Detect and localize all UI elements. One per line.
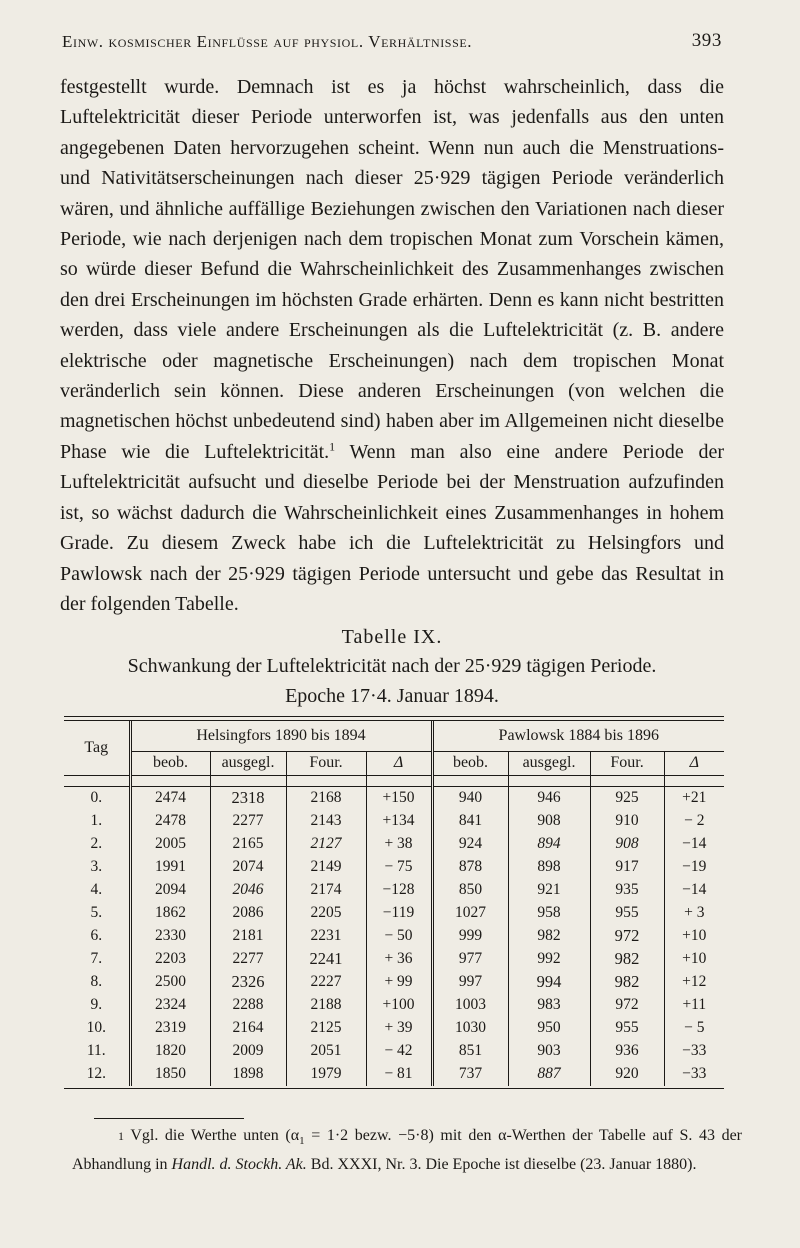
cell-h-ausgegl: 1898 <box>210 1063 286 1086</box>
cell-p-beob: 737 <box>432 1063 508 1086</box>
cell-h-four: 1979 <box>286 1063 366 1086</box>
cell-p-four: 955 <box>590 902 664 925</box>
footnote-text-b: = 1·2 bezw. −5·8) mit den α-Werthen der Tabelle auf S. 43 der Abhandlung in <box>72 1127 742 1174</box>
cell-h-ausgegl: 2288 <box>210 994 286 1017</box>
footnote-rule <box>94 1118 244 1119</box>
cell-p-delta: +21 <box>664 786 724 810</box>
cell-p-beob: 940 <box>432 786 508 810</box>
cell-h-delta: + 38 <box>366 833 432 856</box>
cell-h-delta: − 50 <box>366 925 432 948</box>
cell-h-four: 2168 <box>286 786 366 810</box>
table-row <box>64 994 724 1017</box>
cell-tag: 10. <box>86 1019 106 1036</box>
cell-p-delta: −33 <box>664 1040 724 1063</box>
column-header-h-four: Four. <box>286 751 366 775</box>
running-title: Einw. kosmischer Einflüsse auf physiol. Verhältnisse. <box>62 32 473 51</box>
cell-h-ausgegl: 2165 <box>210 833 286 856</box>
cell-h-beob: 1820 <box>130 1040 210 1063</box>
cell-tag: 1. <box>90 812 103 829</box>
cell-h-beob: 2500 <box>130 971 210 994</box>
column-header-h-ausgegl: ausgegl. <box>210 751 286 775</box>
cell-p-delta: +12 <box>664 971 724 994</box>
cell-p-beob: 977 <box>432 948 508 971</box>
cell-h-delta: − 42 <box>366 1040 432 1063</box>
cell-p-ausgegl: 958 <box>508 902 590 925</box>
cell-h-ausgegl: 2164 <box>210 1017 286 1040</box>
cell-p-four: 982 <box>590 948 664 971</box>
group-header-pawlowsk: Pawlowsk 1884 bis 1896 <box>432 721 724 751</box>
cell-h-beob: 2319 <box>130 1017 210 1040</box>
table-row <box>64 948 724 971</box>
page-number: 393 <box>691 30 722 51</box>
cell-h-four: 2174 <box>286 879 366 902</box>
cell-p-delta: + 3 <box>664 902 724 925</box>
cell-tag: 2. <box>90 835 103 852</box>
cell-h-four: 2051 <box>286 1040 366 1063</box>
table-row <box>64 810 724 833</box>
table-row <box>64 1017 724 1040</box>
cell-h-four: 2205 <box>286 902 366 925</box>
cell-p-ausgegl: 994 <box>508 971 590 994</box>
cell-p-beob: 924 <box>432 833 508 856</box>
cell-p-four: 982 <box>590 971 664 994</box>
cell-p-beob: 999 <box>432 925 508 948</box>
cell-p-four: 935 <box>590 879 664 902</box>
cell-tag: 3. <box>90 858 103 875</box>
table-row <box>64 786 724 810</box>
body-text-part-2: Wenn man also eine andere Periode der Luftelektricität aufsucht und dieselbe Periode bei der Menstruation aufzufinden ist, so wächst dadurch die Wahrscheinlichkeit eines Zusammenhanges in hohem Grade. Zu diesem Zweck habe ich die Luftelektricität zu Helsingfors und Pawlowsk nach der 25·929 tägigen Periode untersucht und gebe das Resultat in der folgenden Tabelle. <box>60 440 724 615</box>
cell-p-four: 955 <box>590 1017 664 1040</box>
cell-h-delta: − 81 <box>366 1063 432 1086</box>
cell-h-delta: − 75 <box>366 856 432 879</box>
cell-h-four: 2149 <box>286 856 366 879</box>
table-bottom-rule <box>64 1088 724 1089</box>
cell-p-four: 972 <box>590 994 664 1017</box>
cell-tag: 4. <box>90 881 103 898</box>
footnote-text-c: Bd. XXXI, Nr. 3. Die Epoche ist dieselbe (23. Januar 1880). <box>306 1156 697 1174</box>
cell-h-four: 2188 <box>286 994 366 1017</box>
cell-h-four: 2143 <box>286 810 366 833</box>
running-head <box>62 32 722 52</box>
cell-p-ausgegl: 982 <box>508 925 590 948</box>
cell-p-beob: 1030 <box>432 1017 508 1040</box>
cell-h-beob: 2324 <box>130 994 210 1017</box>
cell-p-beob: 841 <box>432 810 508 833</box>
table-row <box>64 856 724 879</box>
footnote-journal: Handl. d. Stockh. Ak. <box>171 1156 307 1174</box>
cell-p-delta: +10 <box>664 948 724 971</box>
cell-p-ausgegl: 983 <box>508 994 590 1017</box>
cell-tag: 11. <box>86 1042 106 1059</box>
cell-p-delta: − 2 <box>664 810 724 833</box>
cell-tag: 5. <box>90 904 103 921</box>
cell-h-beob: 2330 <box>130 925 210 948</box>
cell-p-delta: −14 <box>664 833 724 856</box>
body-text-part-1: festgestellt wurde. Demnach ist es ja höchst wahrscheinlich, dass die Luftelektricität dieser Periode unterworfen ist, was jedenfalls aus den unten angegebenen Daten hervorzugehen scheint. Wenn nun auch die Menstruations- und Nativitätserscheinungen nach dieser 25·929 tägigen Periode veränderlich wären, und ähnliche auffällige Beziehungen zwischen den Variationen nach dieser Periode, wie nach derjenigen nach dem tropischen Monat zum Vorschein kämen, so würde dieser Befund die Wahrscheinlichkeit des Zusammenhanges zwischen den drei Erscheinungen im höchsten Grade erhärten. Denn es kann nicht bestritten werden, dass viele andere Erscheinungen als die Luftelektricität (z. B. andere elektrische oder magnetische Erscheinungen) nach dem tropischen Monat veränderlich sein können. Diese anderen Erscheinungen (von welchen die magnetischen höchst unbedeutend sind) haben aber im Allgemeinen nicht dieselbe Phase wie die Luftelektricität. <box>60 76 724 463</box>
cell-h-four: 2227 <box>286 971 366 994</box>
body-paragraph <box>60 72 724 619</box>
cell-h-ausgegl: 2326 <box>210 971 286 994</box>
cell-h-four: 2241 <box>286 948 366 971</box>
footnote <box>72 1124 742 1177</box>
cell-p-ausgegl: 887 <box>508 1063 590 1086</box>
cell-p-beob: 997 <box>432 971 508 994</box>
table-row <box>64 1063 724 1086</box>
cell-p-delta: −19 <box>664 856 724 879</box>
cell-p-delta: − 5 <box>664 1017 724 1040</box>
cell-p-ausgegl: 946 <box>508 786 590 810</box>
column-header-h-beob: beob. <box>130 751 210 775</box>
cell-h-ausgegl: 2009 <box>210 1040 286 1063</box>
cell-h-four: 2231 <box>286 925 366 948</box>
cell-h-beob: 2005 <box>130 833 210 856</box>
cell-h-ausgegl: 2086 <box>210 902 286 925</box>
table-row <box>64 971 724 994</box>
cell-h-beob: 2203 <box>130 948 210 971</box>
cell-tag: 8. <box>90 973 103 990</box>
cell-p-four: 917 <box>590 856 664 879</box>
cell-p-beob: 878 <box>432 856 508 879</box>
cell-p-delta: −33 <box>664 1063 724 1086</box>
cell-h-ausgegl: 2318 <box>210 786 286 810</box>
table-row <box>64 879 724 902</box>
column-header-p-four: Four. <box>590 751 664 775</box>
cell-p-ausgegl: 903 <box>508 1040 590 1063</box>
cell-p-ausgegl: 894 <box>508 833 590 856</box>
table-row <box>64 833 724 856</box>
cell-h-beob: 2474 <box>130 786 210 810</box>
cell-p-ausgegl: 898 <box>508 856 590 879</box>
column-header-p-beob: beob. <box>432 751 508 775</box>
cell-p-four: 936 <box>590 1040 664 1063</box>
cell-h-ausgegl: 2277 <box>210 810 286 833</box>
cell-p-four: 972 <box>590 925 664 948</box>
cell-h-ausgegl: 2181 <box>210 925 286 948</box>
cell-p-delta: −14 <box>664 879 724 902</box>
cell-p-beob: 1027 <box>432 902 508 925</box>
column-header-p-delta: Δ <box>664 751 724 775</box>
cell-h-delta: + 39 <box>366 1017 432 1040</box>
cell-h-four: 2127 <box>286 833 366 856</box>
cell-p-four: 925 <box>590 786 664 810</box>
table-epoch: Epoche 17·4. Januar 1894. <box>285 685 499 707</box>
cell-p-four: 920 <box>590 1063 664 1086</box>
cell-tag: 6. <box>90 927 103 944</box>
cell-p-beob: 850 <box>432 879 508 902</box>
cell-h-delta: −128 <box>366 879 432 902</box>
cell-h-delta: +100 <box>366 994 432 1017</box>
cell-h-ausgegl: 2277 <box>210 948 286 971</box>
cell-h-beob: 2478 <box>130 810 210 833</box>
group-header-helsingfors: Helsingfors 1890 bis 1894 <box>130 721 432 751</box>
cell-p-delta: +11 <box>664 994 724 1017</box>
cell-h-beob: 1991 <box>130 856 210 879</box>
footnote-subscript: 1 <box>299 1135 305 1148</box>
cell-h-beob: 1850 <box>130 1063 210 1086</box>
column-header-tag: Tag <box>84 738 109 756</box>
cell-p-four: 910 <box>590 810 664 833</box>
footnote-number: 1 <box>118 1129 124 1143</box>
footnote-marker[interactable]: 1 <box>329 439 336 454</box>
cell-h-ausgegl: 2074 <box>210 856 286 879</box>
cell-tag: 0. <box>90 789 103 806</box>
cell-p-ausgegl: 908 <box>508 810 590 833</box>
cell-h-delta: +134 <box>366 810 432 833</box>
cell-h-ausgegl: 2046 <box>210 879 286 902</box>
cell-h-delta: +150 <box>366 786 432 810</box>
cell-h-delta: −119 <box>366 902 432 925</box>
column-header-h-delta: Δ <box>366 751 432 775</box>
table-row <box>64 925 724 948</box>
footnote-text-a: Vgl. die Werthe unten (α <box>124 1127 300 1144</box>
cell-h-beob: 2094 <box>130 879 210 902</box>
table-row <box>64 1040 724 1063</box>
cell-tag: 7. <box>90 950 103 967</box>
cell-h-four: 2125 <box>286 1017 366 1040</box>
cell-p-ausgegl: 950 <box>508 1017 590 1040</box>
cell-tag: 12. <box>86 1065 106 1082</box>
cell-p-ausgegl: 992 <box>508 948 590 971</box>
cell-p-beob: 1003 <box>432 994 508 1017</box>
column-header-p-ausgegl: ausgegl. <box>508 751 590 775</box>
cell-p-beob: 851 <box>432 1040 508 1063</box>
table-row <box>64 902 724 925</box>
cell-h-beob: 1862 <box>130 902 210 925</box>
cell-p-four: 908 <box>590 833 664 856</box>
cell-tag: 9. <box>90 996 103 1013</box>
cell-h-delta: + 99 <box>366 971 432 994</box>
table-caption: Schwankung der Luftelektricität nach der 25·929 tägigen Periode. <box>127 655 657 677</box>
cell-h-delta: + 36 <box>366 948 432 971</box>
cell-p-delta: +10 <box>664 925 724 948</box>
cell-p-ausgegl: 921 <box>508 879 590 902</box>
data-table <box>64 716 724 1089</box>
table-label: Tabelle IX. <box>341 626 443 648</box>
